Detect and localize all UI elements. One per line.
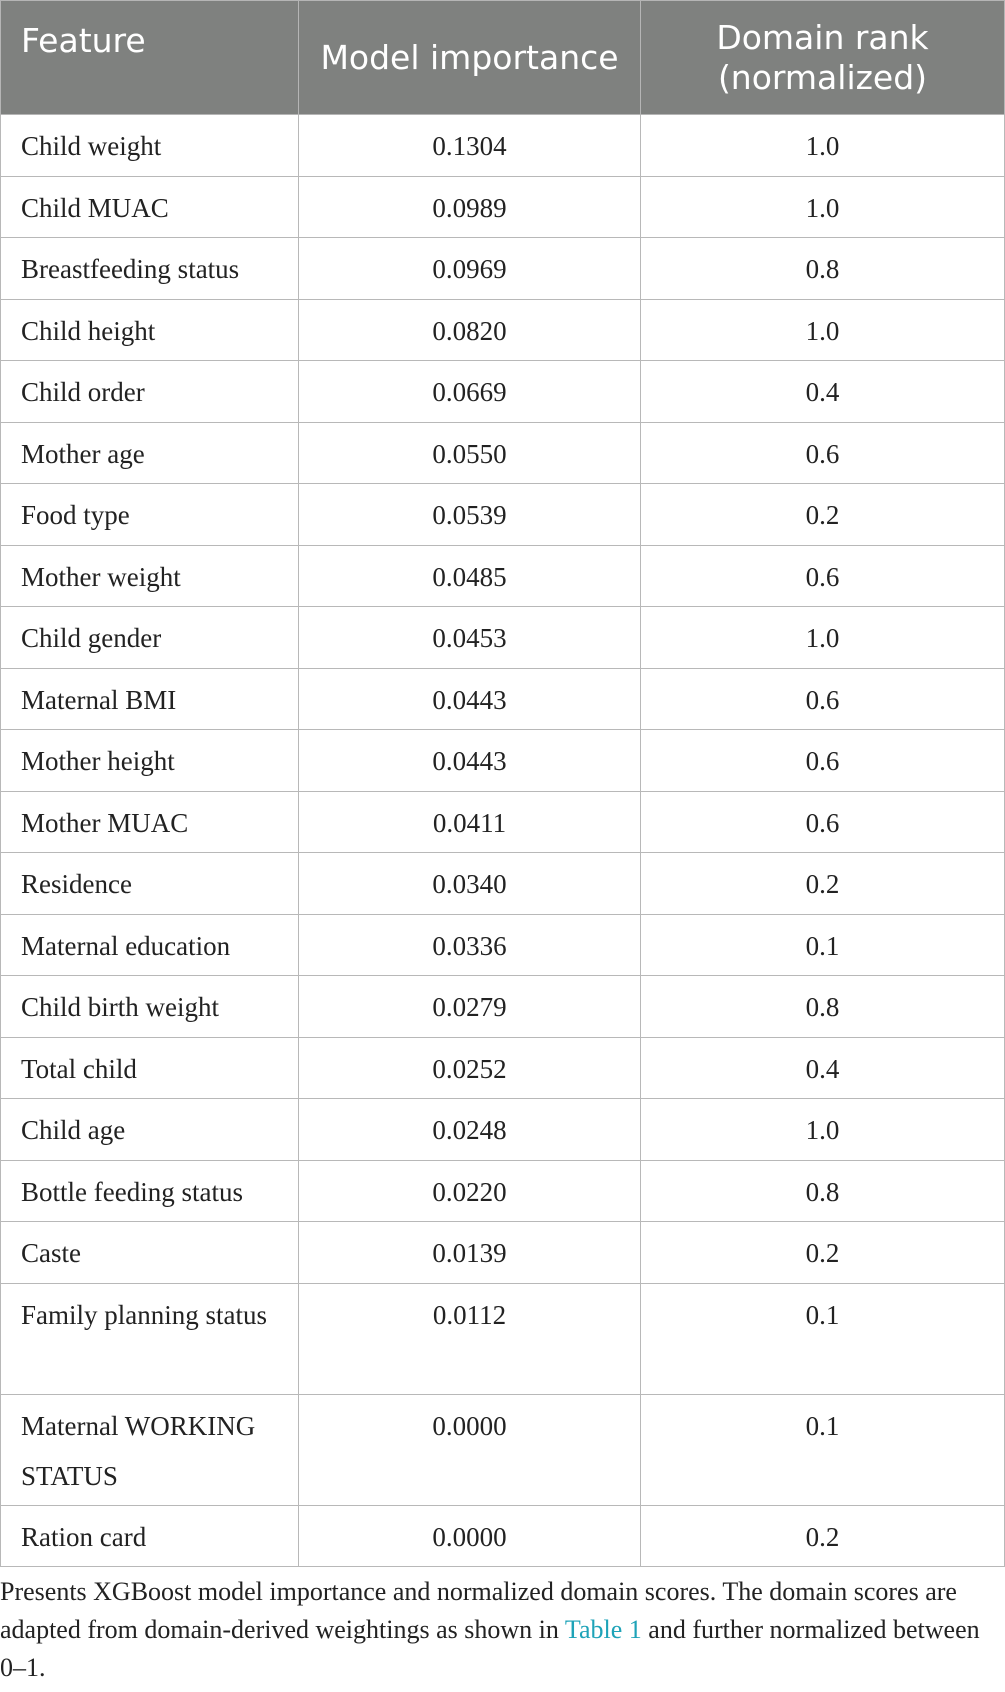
feature-cell: Bottle feeding status [1, 1160, 299, 1222]
table-row [1, 853, 1005, 915]
domain-rank-cell: 0.6 [641, 730, 1005, 792]
domain-rank-cell: 0.6 [641, 791, 1005, 853]
domain-rank-cell: 1.0 [641, 176, 1005, 238]
model-importance-cell: 0.0000 [299, 1505, 641, 1567]
domain-rank-cell: 0.8 [641, 238, 1005, 300]
table-row [1, 1394, 1005, 1505]
table-row [1, 607, 1005, 669]
table-row [1, 361, 1005, 423]
domain-rank-cell: 0.1 [641, 1394, 1005, 1505]
model-importance-cell: 0.0989 [299, 176, 641, 238]
table-row [1, 914, 1005, 976]
feature-cell: Family planning status [1, 1283, 299, 1394]
domain-rank-cell: 0.2 [641, 1505, 1005, 1567]
table-row [1, 1099, 1005, 1161]
feature-cell: Residence [1, 853, 299, 915]
feature-cell: Maternal WORKING STATUS [1, 1394, 299, 1505]
feature-cell: Child weight [1, 115, 299, 177]
feature-cell: Mother MUAC [1, 791, 299, 853]
table-row [1, 115, 1005, 177]
caption-text: Presents XGBoost model importance and normalized domain scores. The domain scores are adapted from domain-derived weightings as shown in [0, 1577, 957, 1644]
domain-rank-cell: 0.1 [641, 1283, 1005, 1394]
domain-rank-cell: 0.4 [641, 361, 1005, 423]
model-importance-cell: 0.0340 [299, 853, 641, 915]
model-importance-cell: 0.0112 [299, 1283, 641, 1394]
feature-cell: Child order [1, 361, 299, 423]
model-importance-cell: 0.0248 [299, 1099, 641, 1161]
domain-rank-cell: 0.1 [641, 914, 1005, 976]
caption-text-end: and further normalized between 0–1. [0, 1615, 980, 1682]
table-row [1, 976, 1005, 1038]
feature-cell: Child age [1, 1099, 299, 1161]
domain-rank-cell: 1.0 [641, 607, 1005, 669]
model-importance-cell: 0.0485 [299, 545, 641, 607]
model-importance-cell: 0.0820 [299, 299, 641, 361]
model-importance-cell: 0.1304 [299, 115, 641, 177]
feature-cell: Food type [1, 484, 299, 546]
domain-rank-cell: 0.8 [641, 1160, 1005, 1222]
feature-cell: Total child [1, 1037, 299, 1099]
feature-cell: Caste [1, 1222, 299, 1284]
model-importance-cell: 0.0411 [299, 791, 641, 853]
model-importance-cell: 0.0669 [299, 361, 641, 423]
table-row [1, 791, 1005, 853]
feature-cell: Child birth weight [1, 976, 299, 1038]
model-importance-cell: 0.0453 [299, 607, 641, 669]
domain-rank-cell: 0.2 [641, 484, 1005, 546]
model-importance-cell: 0.0252 [299, 1037, 641, 1099]
model-importance-cell: 0.0000 [299, 1394, 641, 1505]
domain-rank-cell: 0.4 [641, 1037, 1005, 1099]
table-row [1, 238, 1005, 300]
feature-cell: Maternal BMI [1, 668, 299, 730]
domain-rank-cell: 0.6 [641, 668, 1005, 730]
feature-cell: Mother age [1, 422, 299, 484]
domain-rank-cell: 1.0 [641, 299, 1005, 361]
feature-cell: Ration card [1, 1505, 299, 1567]
domain-rank-cell: 0.6 [641, 545, 1005, 607]
domain-rank-cell: 1.0 [641, 115, 1005, 177]
table-1-link[interactable]: Table 1 [564, 1615, 642, 1644]
table-caption [0, 1573, 1005, 1687]
model-importance-cell: 0.0279 [299, 976, 641, 1038]
table-row [1, 668, 1005, 730]
model-importance-cell: 0.0139 [299, 1222, 641, 1284]
header-row [1, 1, 1005, 115]
feature-cell: Mother height [1, 730, 299, 792]
table-row [1, 730, 1005, 792]
model-importance-cell: 0.0336 [299, 914, 641, 976]
table-row [1, 545, 1005, 607]
domain-rank-cell: 0.6 [641, 422, 1005, 484]
domain-rank-cell: 1.0 [641, 1099, 1005, 1161]
header-model-importance: Model importance [299, 1, 641, 115]
table-row [1, 176, 1005, 238]
feature-cell: Child MUAC [1, 176, 299, 238]
domain-rank-cell: 0.2 [641, 1222, 1005, 1284]
model-importance-cell: 0.0969 [299, 238, 641, 300]
feature-cell: Child height [1, 299, 299, 361]
feature-cell: Mother weight [1, 545, 299, 607]
model-importance-cell: 0.0220 [299, 1160, 641, 1222]
feature-cell: Child gender [1, 607, 299, 669]
feature-cell: Breastfeeding status [1, 238, 299, 300]
table-row [1, 1160, 1005, 1222]
domain-rank-cell: 0.8 [641, 976, 1005, 1038]
table-row [1, 484, 1005, 546]
table-row [1, 1222, 1005, 1284]
model-importance-cell: 0.0539 [299, 484, 641, 546]
table-row [1, 1037, 1005, 1099]
model-importance-cell: 0.0443 [299, 730, 641, 792]
table-row [1, 1283, 1005, 1394]
model-importance-cell: 0.0443 [299, 668, 641, 730]
header-domain-rank: Domain rank (normalized) [641, 1, 1005, 115]
domain-rank-cell: 0.2 [641, 853, 1005, 915]
feature-cell: Maternal education [1, 914, 299, 976]
model-importance-cell: 0.0550 [299, 422, 641, 484]
header-feature: Feature [1, 1, 299, 115]
table-row [1, 299, 1005, 361]
table-row [1, 422, 1005, 484]
table-row [1, 1505, 1005, 1567]
